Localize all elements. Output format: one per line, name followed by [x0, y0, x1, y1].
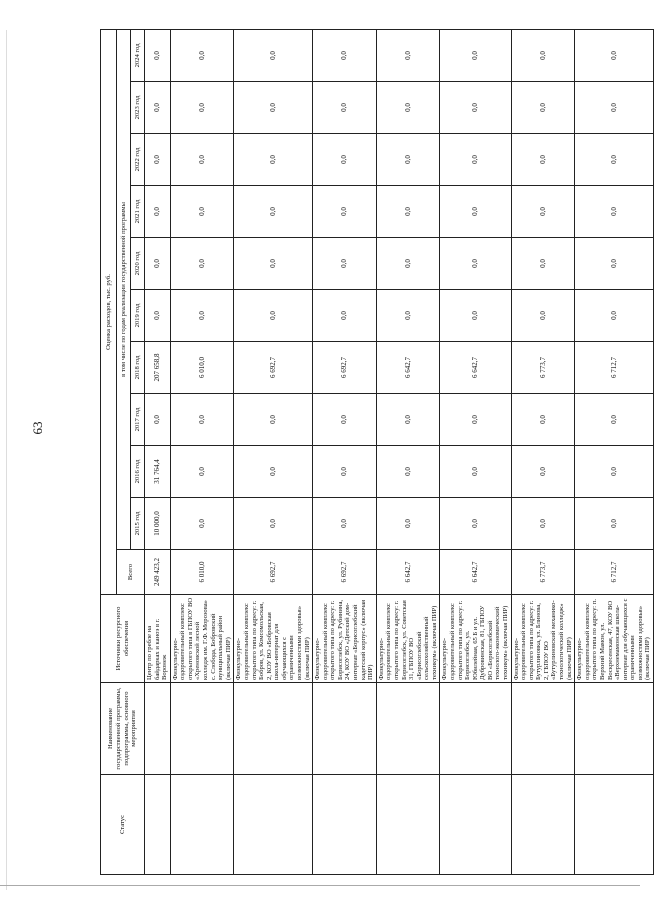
- status-cell: [145, 775, 171, 875]
- year-value-cell: 0,0: [170, 82, 234, 134]
- year-value-cell: 0,0: [511, 238, 575, 290]
- header-year: 2023 год: [131, 82, 145, 134]
- table-row: [170, 29, 234, 874]
- name-cell: [376, 683, 440, 775]
- source-cell: Физкультурно-оздоровительный комплекс открытого типа по адресу: п. Верхний Мамон, ул. Воскресенская, 47, КОУ ВО «Верхнемамонская школа-интернат для обучающихся с ограниченными возможностями здоровья» (включая ПИР): [575, 595, 654, 683]
- year-value-cell: 0,0: [575, 290, 654, 342]
- year-value-cell: 6 773,7: [511, 342, 575, 394]
- year-value-cell: 0,0: [376, 186, 440, 238]
- year-value-cell: 0,0: [145, 238, 171, 290]
- source-cell: Физкультурно-оздоровительный комплекс открытого типа по адресу: г. Борисоглебск, ул. Рубинина, 24, КОУ ВО «Детский дом-интернат «Борисоглебский кадетский корпус» (включая ПИР): [313, 595, 377, 683]
- year-value-cell: 0,0: [575, 134, 654, 186]
- year-value-cell: 0,0: [575, 82, 654, 134]
- year-value-cell: 0,0: [376, 498, 440, 550]
- year-value-cell: 0,0: [170, 238, 234, 290]
- year-value-cell: 0,0: [170, 29, 234, 81]
- status-cell: [575, 775, 654, 875]
- scan-edge-line: [6, 30, 7, 890]
- year-value-cell: 0,0: [575, 498, 654, 550]
- name-cell: [575, 683, 654, 775]
- header-by-year: в том числе по годам реализации государственной программы: [117, 29, 131, 549]
- table-row: [511, 29, 575, 874]
- name-cell: [313, 683, 377, 775]
- year-value-cell: 0,0: [376, 394, 440, 446]
- year-value-cell: 0,0: [313, 238, 377, 290]
- year-value-cell: 0,0: [440, 29, 511, 81]
- source-cell: Центр по гребле на байдарках и каноэ в г. Воронеж: [145, 595, 171, 683]
- year-value-cell: 0,0: [313, 290, 377, 342]
- year-value-cell: 207 658,8: [145, 342, 171, 394]
- header-year: 2021 год: [131, 186, 145, 238]
- table-row: [440, 29, 511, 874]
- header-year: 2016 год: [131, 446, 145, 498]
- year-value-cell: 0,0: [575, 29, 654, 81]
- header-status: Статус: [101, 775, 145, 875]
- total-cell: 6 642,7: [440, 550, 511, 595]
- year-value-cell: 0,0: [234, 394, 313, 446]
- year-value-cell: 0,0: [575, 186, 654, 238]
- year-value-cell: 0,0: [511, 29, 575, 81]
- year-value-cell: 0,0: [313, 186, 377, 238]
- year-value-cell: 0,0: [313, 446, 377, 498]
- year-value-cell: 0,0: [440, 82, 511, 134]
- source-cell: Физкультурно-оздоровительный комплекс открытого типа в ГБПОУ ВО «Хреновской лесной колледж им. Г.Ф. Морозова» с. Слобода, Бобровский муниципальный район (включая ПИР): [170, 595, 234, 683]
- year-value-cell: 6 642,7: [440, 342, 511, 394]
- year-value-cell: 0,0: [376, 134, 440, 186]
- year-value-cell: 0,0: [376, 238, 440, 290]
- year-value-cell: 0,0: [145, 29, 171, 81]
- header-source: Источники ресурсного обеспечения: [101, 595, 145, 683]
- total-cell: 6 712,7: [575, 550, 654, 595]
- header-year: 2024 год: [131, 29, 145, 81]
- total-cell: 6 692,7: [313, 550, 377, 595]
- year-value-cell: 0,0: [440, 290, 511, 342]
- year-value-cell: 6 692,7: [234, 342, 313, 394]
- table-row: [575, 29, 654, 874]
- year-value-cell: 0,0: [440, 134, 511, 186]
- year-value-cell: 0,0: [170, 394, 234, 446]
- header-estimate: Оценка расходов, тыс. руб.: [101, 29, 117, 594]
- rotated-table-frame: [100, 30, 652, 875]
- budget-table-wrapper: [100, 30, 652, 875]
- year-value-cell: 0,0: [234, 82, 313, 134]
- total-cell: 6 642,7: [376, 550, 440, 595]
- year-value-cell: 0,0: [511, 82, 575, 134]
- year-value-cell: 0,0: [234, 186, 313, 238]
- year-value-cell: 0,0: [313, 29, 377, 81]
- status-cell: [170, 775, 234, 875]
- name-cell: [511, 683, 575, 775]
- year-value-cell: 0,0: [313, 82, 377, 134]
- year-value-cell: 0,0: [313, 394, 377, 446]
- total-cell: 6 692,7: [234, 550, 313, 595]
- header-year: 2020 год: [131, 238, 145, 290]
- header-year: 2022 год: [131, 134, 145, 186]
- table-body: [145, 29, 654, 874]
- year-value-cell: 0,0: [145, 134, 171, 186]
- header-total: Всего: [117, 550, 145, 595]
- year-value-cell: 0,0: [440, 238, 511, 290]
- year-value-cell: 0,0: [234, 290, 313, 342]
- name-cell: [234, 683, 313, 775]
- year-value-cell: 0,0: [511, 498, 575, 550]
- year-value-cell: 0,0: [170, 498, 234, 550]
- total-cell: 6 010,0: [170, 550, 234, 595]
- year-value-cell: 0,0: [511, 446, 575, 498]
- year-value-cell: 0,0: [145, 394, 171, 446]
- header-year: 2019 год: [131, 290, 145, 342]
- year-value-cell: 0,0: [234, 446, 313, 498]
- year-value-cell: 6 642,7: [376, 342, 440, 394]
- header-year: 2018 год: [131, 342, 145, 394]
- budget-table: [100, 29, 654, 875]
- table-row: [376, 29, 440, 874]
- year-value-cell: 0,0: [511, 134, 575, 186]
- year-value-cell: 0,0: [234, 238, 313, 290]
- year-value-cell: 0,0: [313, 134, 377, 186]
- year-value-cell: 0,0: [575, 446, 654, 498]
- source-cell: Физкультурно-оздоровительный комплекс открытого типа по адресу: г. Борисоглебск, ул. Советская 31, ГБПОУ ВО «Борисоглебский сельскохозяйственный техникум» (включая ПИР): [376, 595, 440, 683]
- header-year: 2017 год: [131, 394, 145, 446]
- year-value-cell: 0,0: [511, 290, 575, 342]
- year-value-cell: 10 000,0: [145, 498, 171, 550]
- year-value-cell: 0,0: [440, 394, 511, 446]
- year-value-cell: 0,0: [440, 498, 511, 550]
- source-cell: Физкультурно-оздоровительный комплекс открытого типа по адресу: г. Борисоглебск, ул. Юбилейная, 65 Б и ул. Дубровинская, 81, ГБПОУ ВО «Борисоглебский технолого-экономический техникум» (включая ПИР): [440, 595, 511, 683]
- name-cell: [145, 683, 171, 775]
- year-value-cell: 0,0: [575, 238, 654, 290]
- status-cell: [440, 775, 511, 875]
- table-row: [145, 29, 171, 874]
- status-cell: [376, 775, 440, 875]
- bottom-rule: [0, 885, 640, 886]
- status-cell: [234, 775, 313, 875]
- name-cell: [440, 683, 511, 775]
- total-cell: 249 423,2: [145, 550, 171, 595]
- status-cell: [511, 775, 575, 875]
- year-value-cell: 31 764,4: [145, 446, 171, 498]
- year-value-cell: 0,0: [376, 290, 440, 342]
- total-cell: 6 773,7: [511, 550, 575, 595]
- year-value-cell: 0,0: [440, 186, 511, 238]
- table-row: [313, 29, 377, 874]
- year-value-cell: 6 712,7: [575, 342, 654, 394]
- table-row: [234, 29, 313, 874]
- year-value-cell: 0,0: [145, 290, 171, 342]
- year-value-cell: 0,0: [145, 186, 171, 238]
- year-value-cell: 0,0: [313, 498, 377, 550]
- year-value-cell: 0,0: [376, 29, 440, 81]
- year-value-cell: 0,0: [234, 134, 313, 186]
- year-value-cell: 0,0: [170, 446, 234, 498]
- status-cell: [313, 775, 377, 875]
- source-cell: Физкультурно-оздоровительный комплекс открытого типа по адресу: г. Бутурлиновка, ул. Блинова, 2, ГБПОУ ВО «Бутурлиновский механико-технологический колледж» (включая ПИР): [511, 595, 575, 683]
- year-value-cell: 0,0: [376, 446, 440, 498]
- source-cell: Физкультурно-оздоровительный комплекс открытого типа по адресу: г. Бобров, ул. Комсомольская, 2, КОУ ВО «Бобровская школа-интернат для обучающихся с ограниченными возможностями здоровья» (включая ПИР): [234, 595, 313, 683]
- year-value-cell: 0,0: [170, 290, 234, 342]
- year-value-cell: 0,0: [376, 82, 440, 134]
- year-value-cell: 0,0: [234, 498, 313, 550]
- year-value-cell: 0,0: [511, 186, 575, 238]
- year-value-cell: 0,0: [234, 29, 313, 81]
- year-value-cell: 6 010,0: [170, 342, 234, 394]
- year-value-cell: 0,0: [170, 134, 234, 186]
- year-value-cell: 6 692,7: [313, 342, 377, 394]
- year-value-cell: 0,0: [145, 82, 171, 134]
- name-cell: [170, 683, 234, 775]
- year-value-cell: 0,0: [170, 186, 234, 238]
- header-year: 2015 год: [131, 498, 145, 550]
- header-name: Наименование государственной программы, подпрограммы, основного мероприятия: [101, 683, 145, 775]
- page-number: 63: [30, 421, 45, 435]
- year-value-cell: 0,0: [575, 394, 654, 446]
- year-value-cell: 0,0: [511, 394, 575, 446]
- year-value-cell: 0,0: [440, 446, 511, 498]
